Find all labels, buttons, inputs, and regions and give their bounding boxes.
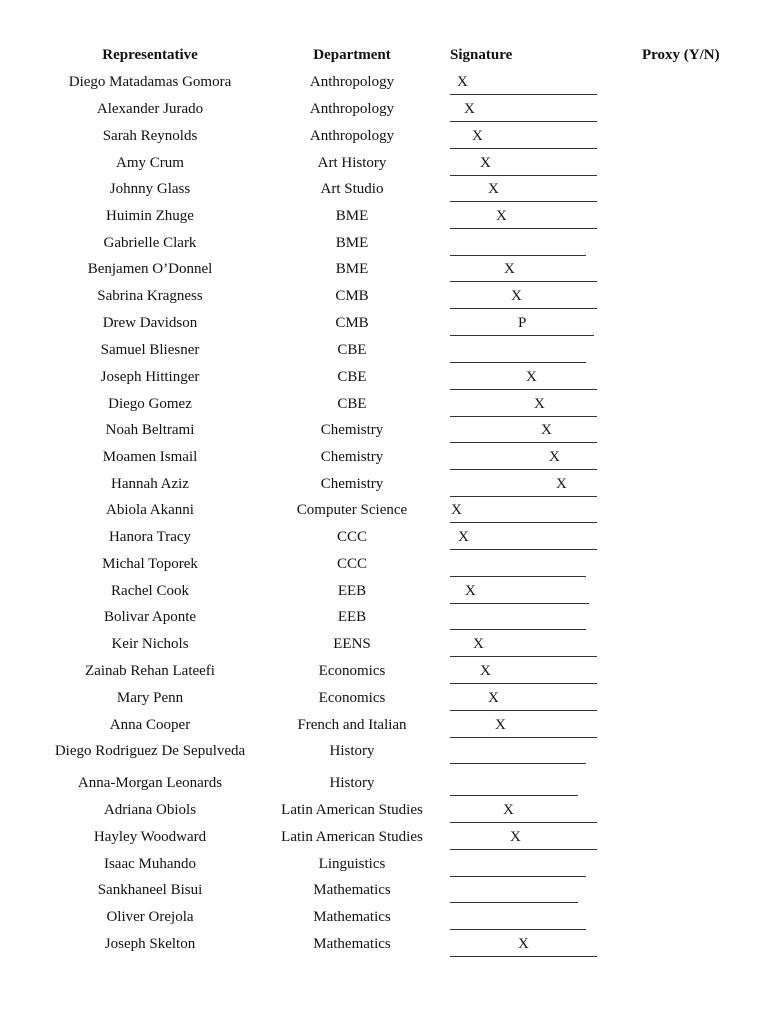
representative-name: Keir Nichols bbox=[111, 636, 189, 652]
signature-mark: X bbox=[458, 529, 469, 545]
representative-name: Adriana Obiols bbox=[103, 802, 197, 818]
signature-line bbox=[450, 609, 586, 630]
representative-name: Sabrina Kragness bbox=[97, 288, 203, 304]
representative-name: Drew Davidson bbox=[102, 315, 198, 331]
table-row bbox=[0, 369, 770, 391]
signature-line bbox=[450, 155, 597, 176]
department-name: History bbox=[329, 743, 375, 759]
table-row bbox=[0, 856, 770, 878]
representative-name: Samuel Bliesner bbox=[100, 342, 200, 358]
signature-line bbox=[450, 449, 597, 470]
department-name: Latin American Studies bbox=[281, 802, 423, 818]
representative-name: Hanora Tracy bbox=[108, 529, 192, 545]
department-name: Mathematics bbox=[313, 882, 391, 898]
department-name: EEB bbox=[337, 609, 367, 625]
table-row bbox=[0, 74, 770, 96]
representative-name: Diego Gomez bbox=[108, 396, 192, 412]
signature-mark: X bbox=[480, 155, 491, 171]
department-name: BME bbox=[335, 261, 369, 277]
signature-mark: X bbox=[488, 181, 499, 197]
representative-name: Rachel Cook bbox=[111, 583, 189, 599]
department-name: Anthropology bbox=[309, 74, 395, 90]
signature-mark: X bbox=[534, 396, 545, 412]
signature-line bbox=[450, 829, 597, 850]
table-row bbox=[0, 775, 770, 797]
department-name: BME bbox=[335, 208, 369, 224]
table-row bbox=[0, 288, 770, 310]
department-name: EENS bbox=[333, 636, 371, 652]
representative-name: Noah Beltrami bbox=[105, 422, 195, 438]
signature-mark: X bbox=[503, 802, 514, 818]
signature-line bbox=[450, 502, 597, 523]
representative-name: Isaac Muhando bbox=[103, 856, 197, 872]
signature-line bbox=[450, 690, 597, 711]
department-name: Art History bbox=[317, 155, 387, 171]
signature-line bbox=[450, 583, 589, 604]
signature-mark: X bbox=[496, 208, 507, 224]
signature-line bbox=[450, 422, 597, 443]
signature-line bbox=[450, 476, 597, 497]
table-row bbox=[0, 449, 770, 471]
table-row bbox=[0, 636, 770, 658]
signature-line bbox=[450, 288, 597, 309]
representative-name: Huimin Zhuge bbox=[106, 208, 194, 224]
department-name: Linguistics bbox=[318, 856, 386, 872]
signature-line bbox=[450, 342, 586, 363]
table-row bbox=[0, 829, 770, 851]
signature-line bbox=[450, 802, 597, 823]
table-row bbox=[0, 315, 770, 337]
representative-name: Oliver Orejola bbox=[106, 909, 194, 925]
signature-mark: X bbox=[473, 636, 484, 652]
representative-name: Abiola Akanni bbox=[106, 502, 194, 518]
signature-mark: X bbox=[556, 476, 567, 492]
table-row bbox=[0, 155, 770, 177]
representative-name: Joseph Hittinger bbox=[100, 369, 200, 385]
header-signature: Signature bbox=[450, 47, 513, 63]
table-row bbox=[0, 502, 770, 524]
signature-line bbox=[450, 936, 597, 957]
signature-mark: X bbox=[464, 101, 475, 117]
department-name: Computer Science bbox=[296, 502, 408, 518]
table-row bbox=[0, 663, 770, 685]
signature-mark: X bbox=[472, 128, 483, 144]
signature-mark: X bbox=[504, 261, 515, 277]
table-row bbox=[0, 181, 770, 203]
department-name: Economics bbox=[318, 690, 386, 706]
department-name: CMB bbox=[335, 288, 369, 304]
department-name: History bbox=[329, 775, 375, 791]
representative-name: Zainab Rehan Lateefi bbox=[85, 663, 215, 679]
signature-mark: X bbox=[457, 74, 468, 90]
signature-line bbox=[450, 235, 586, 256]
header-proxy: Proxy (Y/N) bbox=[642, 47, 720, 63]
signature-mark: X bbox=[541, 422, 552, 438]
signature-line bbox=[450, 74, 597, 95]
table-row bbox=[0, 743, 770, 765]
signature-line bbox=[450, 181, 597, 202]
representative-name: Alexander Jurado bbox=[96, 101, 204, 117]
department-name: Latin American Studies bbox=[281, 829, 423, 845]
representative-name: Hayley Woodward bbox=[93, 829, 207, 845]
signature-line bbox=[450, 369, 597, 390]
table-row bbox=[0, 101, 770, 123]
representative-name: Mary Penn bbox=[116, 690, 184, 706]
header-department: Department bbox=[313, 47, 391, 63]
department-name: CBE bbox=[337, 342, 367, 358]
representative-name: Sarah Reynolds bbox=[102, 128, 198, 144]
representative-name: Benjamen O’Donnel bbox=[87, 261, 213, 277]
signature-line bbox=[450, 775, 578, 796]
table-row bbox=[0, 690, 770, 712]
table-row bbox=[0, 128, 770, 150]
representative-name: Johnny Glass bbox=[109, 181, 191, 197]
representative-name: Diego Matadamas Gomora bbox=[68, 74, 232, 90]
signature-line bbox=[450, 856, 586, 877]
signature-line bbox=[450, 636, 597, 657]
department-name: Mathematics bbox=[313, 909, 391, 925]
representative-name: Diego Rodriguez De Sepulveda bbox=[54, 743, 246, 759]
signature-line bbox=[450, 882, 578, 903]
department-name: Art Studio bbox=[320, 181, 384, 197]
representative-name: Joseph Skelton bbox=[104, 936, 196, 952]
table-row bbox=[0, 261, 770, 283]
table-row bbox=[0, 802, 770, 824]
signature-line bbox=[450, 663, 597, 684]
table-row bbox=[0, 208, 770, 230]
header-representative: Representative bbox=[102, 47, 198, 63]
department-name: Chemistry bbox=[320, 422, 384, 438]
table-row bbox=[0, 936, 770, 958]
table-row bbox=[0, 422, 770, 444]
signature-mark: X bbox=[495, 717, 506, 733]
representative-name: Hannah Aziz bbox=[111, 476, 189, 492]
signature-line bbox=[450, 128, 597, 149]
department-name: CBE bbox=[337, 369, 367, 385]
department-name: French and Italian bbox=[297, 717, 407, 733]
department-name: Chemistry bbox=[320, 476, 384, 492]
signature-line bbox=[450, 529, 597, 550]
signature-mark: X bbox=[518, 936, 529, 952]
signature-line bbox=[450, 743, 586, 764]
signature-line bbox=[450, 396, 597, 417]
representative-name: Bolivar Aponte bbox=[103, 609, 197, 625]
department-name: CMB bbox=[335, 315, 369, 331]
signature-mark: X bbox=[510, 829, 521, 845]
table-row bbox=[0, 342, 770, 364]
representative-name: Gabrielle Clark bbox=[103, 235, 197, 251]
table-row bbox=[0, 396, 770, 418]
signature-line bbox=[450, 909, 586, 930]
table-row bbox=[0, 235, 770, 257]
table-row bbox=[0, 609, 770, 631]
signature-mark: X bbox=[451, 502, 462, 518]
table-row bbox=[0, 583, 770, 605]
table-row bbox=[0, 476, 770, 498]
table-row bbox=[0, 882, 770, 904]
department-name: Economics bbox=[318, 663, 386, 679]
signature-line bbox=[450, 101, 597, 122]
signature-line bbox=[450, 315, 594, 336]
representative-name: Anna-Morgan Leonards bbox=[77, 775, 223, 791]
department-name: Chemistry bbox=[320, 449, 384, 465]
representative-name: Sankhaneel Bisui bbox=[97, 882, 203, 898]
department-name: Mathematics bbox=[313, 936, 391, 952]
signature-line bbox=[450, 261, 597, 282]
signature-mark: X bbox=[465, 583, 476, 599]
representative-name: Moamen Ismail bbox=[102, 449, 198, 465]
signature-mark: X bbox=[526, 369, 537, 385]
table-row bbox=[0, 529, 770, 551]
department-name: BME bbox=[335, 235, 369, 251]
department-name: CCC bbox=[336, 556, 368, 572]
table-row bbox=[0, 556, 770, 578]
department-name: Anthropology bbox=[309, 101, 395, 117]
department-name: Anthropology bbox=[309, 128, 395, 144]
signature-mark: X bbox=[488, 690, 499, 706]
signature-mark: X bbox=[511, 288, 522, 304]
signature-line bbox=[450, 717, 597, 738]
department-name: EEB bbox=[337, 583, 367, 599]
signature-line bbox=[450, 556, 586, 577]
representative-name: Amy Crum bbox=[116, 155, 184, 171]
table-row bbox=[0, 909, 770, 931]
table-row bbox=[0, 717, 770, 739]
signature-line bbox=[450, 208, 597, 229]
representative-name: Michal Toporek bbox=[102, 556, 198, 572]
representative-name: Anna Cooper bbox=[109, 717, 191, 733]
signature-mark: X bbox=[549, 449, 560, 465]
signature-mark: X bbox=[480, 663, 491, 679]
department-name: CCC bbox=[336, 529, 368, 545]
department-name: CBE bbox=[337, 396, 367, 412]
signature-mark: P bbox=[518, 315, 527, 331]
